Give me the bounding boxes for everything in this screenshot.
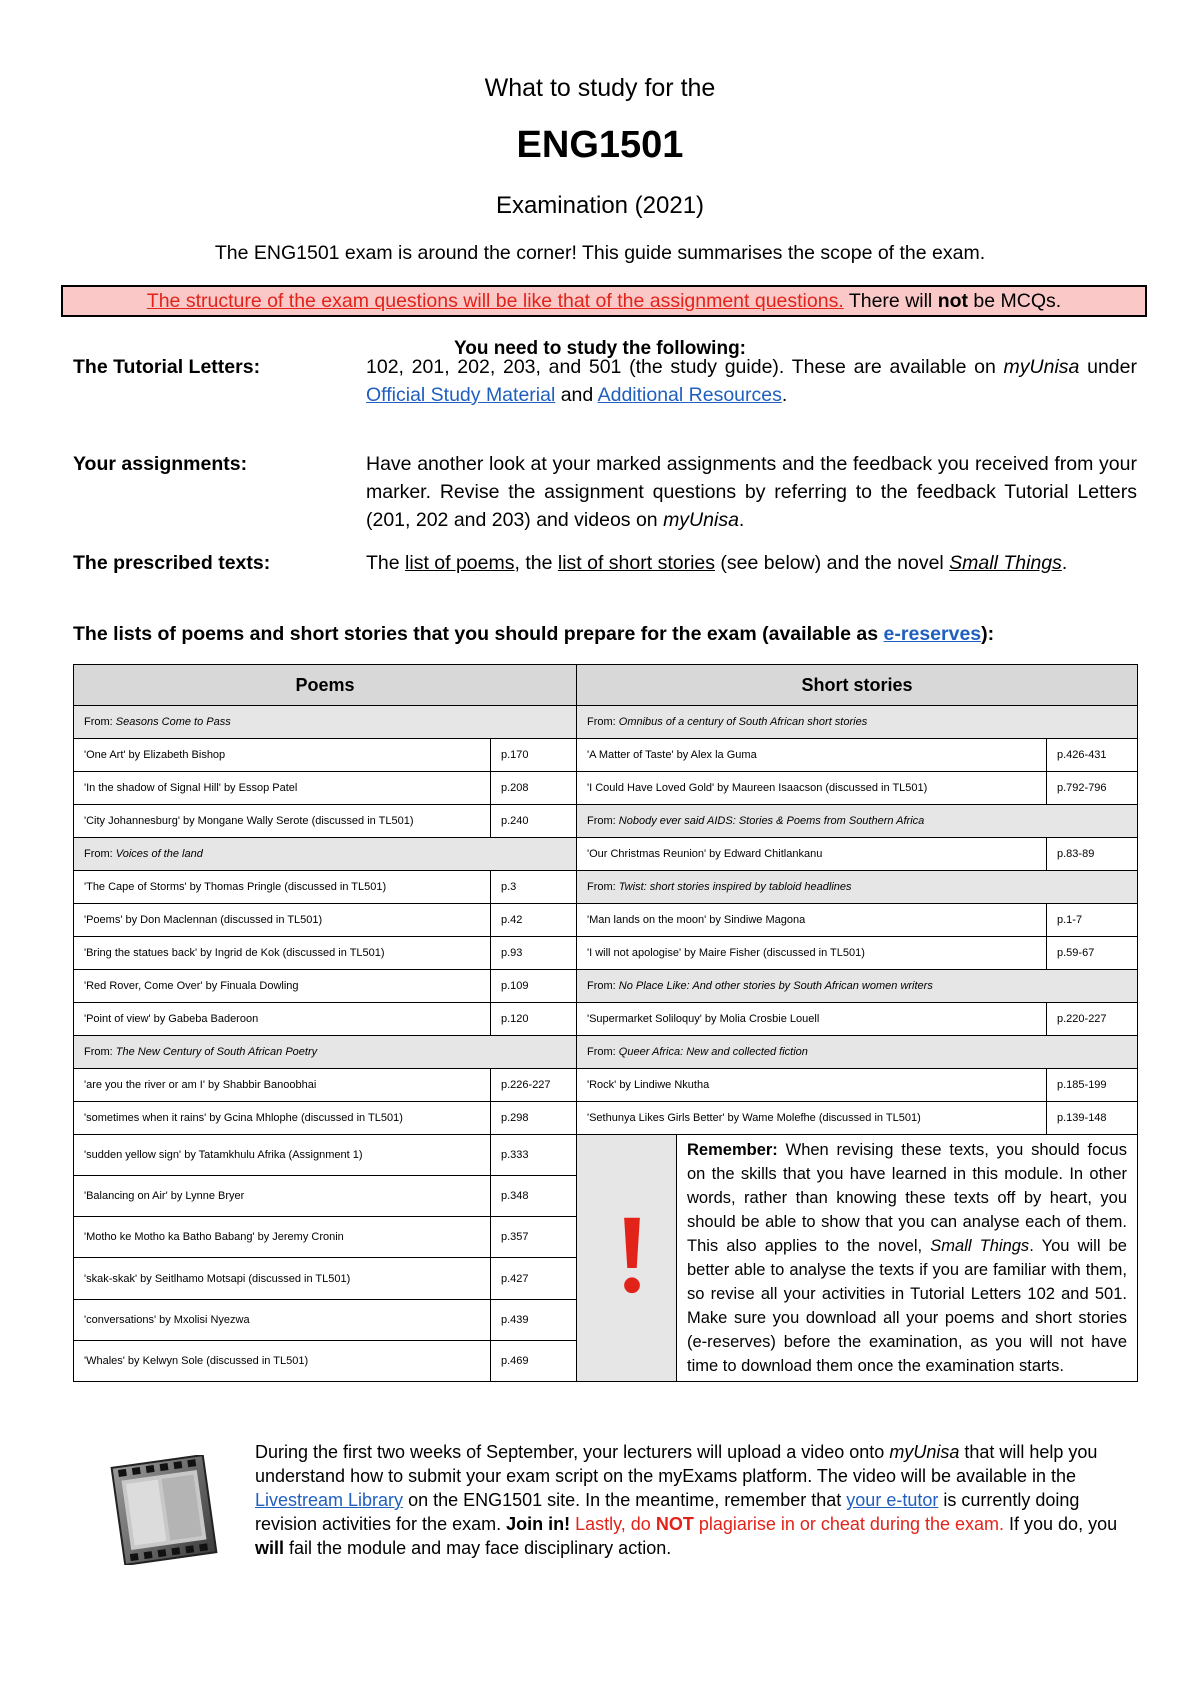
exam-structure-alert (61, 285, 1147, 317)
alert-text: There will (843, 290, 938, 312)
exclamation-cell (577, 1135, 677, 1382)
poem-title-cell: 'Red Rover, Come Over' by Finuala Dowling (74, 970, 491, 1003)
poem-page-cell: p.93 (491, 937, 577, 970)
poem-page-cell: p.226-227 (491, 1069, 577, 1102)
e-reserves-link[interactable]: e-reserves (883, 623, 982, 645)
poem-page-cell: p.333 (491, 1135, 577, 1176)
table-row (74, 1069, 1138, 1102)
story-source-cell: From: Nobody ever said AIDS: Stories & Poems from Southern Africa (577, 805, 1138, 838)
story-title-cell: 'Rock' by Lindiwe Nkutha (577, 1069, 1047, 1102)
livestream-library-link[interactable]: Livestream Library (255, 1490, 404, 1510)
poem-title-cell: 'In the shadow of Signal Hill' by Essop Patel (74, 772, 491, 805)
table-row (74, 838, 1138, 871)
poem-page-cell: p.348 (491, 1176, 577, 1217)
story-title-cell: 'A Matter of Taste' by Alex la Guma (577, 739, 1047, 772)
tutorial-letters-text: 102, 201, 202, 203, and 501 (the study guide). These are available on myUnisa under Official Study Material and Additional Resources. (366, 356, 1137, 406)
poem-title-cell: 'Point of view' by Gabeba Baderoon (74, 1003, 491, 1036)
story-page-cell: p.792-796 (1047, 772, 1138, 805)
poem-source-cell: From: Voices of the land (74, 838, 577, 871)
table-row (74, 1102, 1138, 1135)
poem-title-cell: 'Whales' by Kelwyn Sole (discussed in TL501) (74, 1340, 491, 1381)
title-line-1: What to study for the (484, 74, 716, 102)
small-things-link[interactable]: Small Things (949, 552, 1062, 574)
poem-page-cell: p.109 (491, 970, 577, 1003)
poem-title-cell: 'Balancing on Air' by Lynne Bryer (74, 1176, 491, 1217)
poem-page-cell: p.42 (491, 904, 577, 937)
poem-title-cell: 'sudden yellow sign' by Tatamkhulu Afrika (Assignment 1) (74, 1135, 491, 1176)
assignments-text: Have another look at your marked assignments and the feedback you received from your marker. Revise the assignment questions by referring to the feedback Tutorial Letters (201, 202 and 203) and videos on myUnisa. (366, 453, 1137, 531)
story-title-cell: 'Supermarket Soliloquy' by Molia Crosbie Louell (577, 1003, 1047, 1036)
story-page-cell: p.185-199 (1047, 1069, 1138, 1102)
table-header-row (74, 665, 1138, 706)
poem-title-cell: 'Motho ke Motho ka Batho Babang' by Jeremy Cronin (74, 1217, 491, 1258)
table-row (74, 1135, 1138, 1176)
poem-page-cell: p.208 (491, 772, 577, 805)
poem-page-cell: p.469 (491, 1340, 577, 1381)
story-page-cell: p.426-431 (1047, 739, 1138, 772)
alert-not: not (937, 290, 969, 312)
poem-title-cell: 'Poems' by Don Maclennan (discussed in TL501) (74, 904, 491, 937)
story-source-cell: From: Twist: short stories inspired by tabloid headlines (577, 871, 1138, 904)
poem-title-cell: 'sometimes when it rains' by Gcina Mhlophe (discussed in TL501) (74, 1102, 491, 1135)
e-tutor-link[interactable]: your e-tutor (846, 1490, 939, 1510)
poem-title-cell: 'City Johannesburg' by Mongane Wally Serote (discussed in TL501) (74, 805, 491, 838)
table-row (74, 970, 1138, 1003)
study-heading: You need to study the following: (453, 338, 746, 359)
story-page-cell: p.220-227 (1047, 1003, 1138, 1036)
poem-page-cell: p.120 (491, 1003, 577, 1036)
short-stories-header: Short stories (577, 665, 1138, 706)
table-row (74, 937, 1138, 970)
title-line-3: Examination (2021) (495, 192, 705, 219)
additional-resources-link[interactable]: Additional Resources (597, 384, 782, 406)
list-of-short-stories-link[interactable]: list of short stories (557, 552, 716, 574)
story-source-cell: From: Queer Africa: New and collected fiction (577, 1036, 1138, 1069)
table-row (74, 805, 1138, 838)
poem-page-cell: p.3 (491, 871, 577, 904)
story-title-cell: 'Man lands on the moon' by Sindiwe Magona (577, 904, 1047, 937)
tutorial-letters-label: The Tutorial Letters: (73, 356, 261, 378)
table-row (74, 739, 1138, 772)
poem-source-cell: From: Seasons Come to Pass (74, 706, 577, 739)
poem-page-cell: p.170 (491, 739, 577, 772)
table-row (74, 1003, 1138, 1036)
story-title-cell: 'Sethunya Likes Girls Better' by Wame Molefhe (discussed in TL501) (577, 1102, 1047, 1135)
list-of-poems-link[interactable]: list of poems (405, 552, 515, 574)
alert-text-end: be MCQs. (968, 290, 1062, 312)
assignments-label: Your assignments: (73, 453, 248, 475)
remember-note: Remember: When revising these texts, you should focus on the skills that you have learned in this module. In other words, rather than knowing these texts off by heart, you should be able to show that you can analyse each of them. This also applies to the novel, Small Things. You will be better able to analyse the texts if you are familiar with them, so revise all your activities in Tutorial Letters 102 and 501. Make sure you download all your poems and short stories (e-reserves) before the examination, as you will not have time to download them once the examination starts. (677, 1135, 1138, 1382)
video-notice: During the first two weeks of September, your lecturers will upload a video onto myUnisa that will help you understand how to submit your exam script on the myExams platform. The video will be available in the Livestream Library on the ENG1501 site. In the meantime, remember that your e-tutor is currently doing revision activities for the exam. Join in! Lastly, do NOT plagiarise in or cheat during the exam. If you do, you will fail the module and may face disciplinary action. (255, 1442, 1118, 1558)
poem-page-cell: p.439 (491, 1299, 577, 1340)
story-title-cell: 'I Could Have Loved Gold' by Maureen Isaacson (discussed in TL501) (577, 772, 1047, 805)
official-study-material-link[interactable]: Official Study Material (366, 384, 556, 406)
texts-table (73, 664, 1138, 1382)
table-row (74, 904, 1138, 937)
poem-title-cell: 'skak-skak' by Seitlhamo Motsapi (discussed in TL501) (74, 1258, 491, 1299)
film-strip-icon (110, 1455, 218, 1565)
story-page-cell: p.1-7 (1047, 904, 1138, 937)
poem-title-cell: 'The Cape of Storms' by Thomas Pringle (discussed in TL501) (74, 871, 491, 904)
table-row (74, 1036, 1138, 1069)
poem-page-cell: p.427 (491, 1258, 577, 1299)
table-row (74, 871, 1138, 904)
poem-page-cell: p.240 (491, 805, 577, 838)
poem-title-cell: 'conversations' by Mxolisi Nyezwa (74, 1299, 491, 1340)
alert-structure-text: The structure of the exam questions will be like that of the assignment questions. (146, 290, 844, 312)
poem-title-cell: 'One Art' by Elizabeth Bishop (74, 739, 491, 772)
intro-text: The ENG1501 exam is around the corner! This guide summarises the scope of the exam. (214, 242, 986, 264)
story-page-cell: p.59-67 (1047, 937, 1138, 970)
table-row (74, 706, 1138, 739)
story-source-cell: From: No Place Like: And other stories by South African women writers (577, 970, 1138, 1003)
story-title-cell: 'Our Christmas Reunion' by Edward Chitlankanu (577, 838, 1047, 871)
poem-title-cell: 'are you the river or am I' by Shabbir Banoobhai (74, 1069, 491, 1102)
poem-page-cell: p.357 (491, 1217, 577, 1258)
story-source-cell: From: Omnibus of a century of South African short stories (577, 706, 1138, 739)
prescribed-texts-text: The list of poems, the list of short stories (see below) and the novel Small Things. (366, 552, 1068, 574)
poems-header: Poems (74, 665, 577, 706)
story-page-cell: p.83-89 (1047, 838, 1138, 871)
exclamation-icon (621, 1207, 643, 1307)
prescribed-texts-label: The prescribed texts: (73, 552, 271, 574)
poem-title-cell: 'Bring the statues back' by Ingrid de Kok (discussed in TL501) (74, 937, 491, 970)
story-title-cell: 'I will not apologise' by Maire Fisher (discussed in TL501) (577, 937, 1047, 970)
poem-page-cell: p.298 (491, 1102, 577, 1135)
story-page-cell: p.139-148 (1047, 1102, 1138, 1135)
lists-heading: The lists of poems and short stories that you should prepare for the exam (available as e-reserves): (73, 623, 995, 645)
poem-source-cell: From: The New Century of South African Poetry (74, 1036, 577, 1069)
table-row (74, 772, 1138, 805)
course-code: ENG1501 (516, 124, 684, 166)
